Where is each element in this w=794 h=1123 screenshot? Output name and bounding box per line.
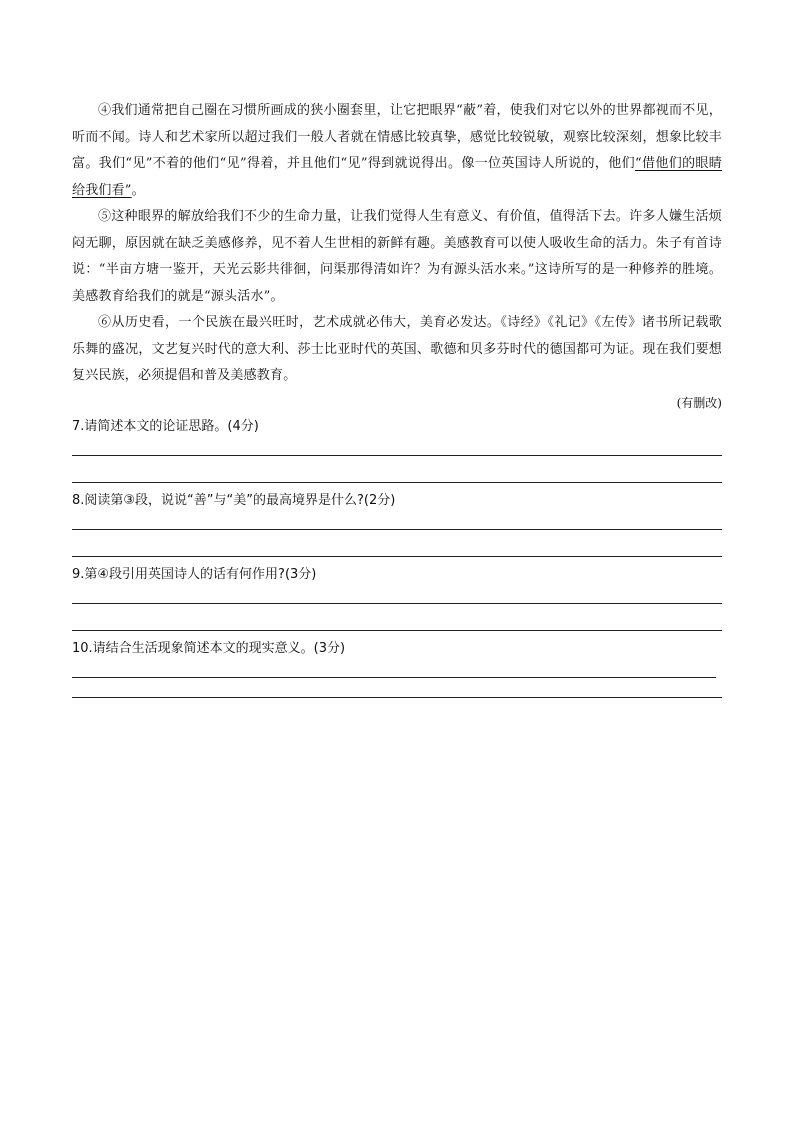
question-9-label: 9.第④段引用英国诗人的话有何作用?(3分) — [72, 566, 317, 582]
answer-line[interactable] — [72, 510, 722, 530]
answer-line[interactable] — [72, 678, 722, 698]
answer-line[interactable] — [72, 456, 722, 483]
paragraph-4-text: ④我们通常把自己圈在习惯所画成的狭小圈套里，让它把眼界“蔽”着，使我们对它以外的世界都视而不见，听而不闻。诗人和艺术家所以超过我们一般人者就在情感比较真挚，感觉比较锐敏，观察比较深刻，想象比较丰富。我们“见”不着的他们“见”得着，并且他们“见”得到就说得出。像一位英国诗人所说的，他们 — [72, 103, 722, 171]
question-7-label: 7.请简述本文的论证思路。(4分) — [72, 418, 259, 434]
source-note: (有删改) — [676, 395, 722, 410]
question-8 — [72, 492, 722, 557]
exam-page — [72, 98, 722, 698]
answer-line[interactable] — [72, 436, 722, 456]
paragraph-5: ⑤这种眼界的解放给我们不少的生命力量，让我们觉得人生有意义、有价值，值得活下去。许多人嫌生活烦闷无聊，原因就在缺乏美感修养，见不着人生世相的新鲜有趣。美感教育可以使人吸收生命的活力。朱子有首诗说：“半亩方塘一鉴开，天光云影共徘徊，问渠那得清如许？为有源头活水来。”这诗所写的是一种修养的胜境。美感教育给我们的就是“源头活水”。 — [72, 209, 722, 304]
paragraph-4 — [72, 98, 722, 204]
answer-line[interactable] — [72, 604, 722, 631]
question-7 — [72, 418, 722, 483]
paragraph-4-quote: “借他们的眼睛给我们看” — [72, 156, 722, 198]
answer-line[interactable] — [72, 584, 722, 604]
question-10-label: 10.请结合生活现象简述本文的现实意义。(3分) — [72, 640, 346, 656]
question-10 — [72, 640, 722, 698]
question-8-label: 8.阅读第③段，说说“善”与“美”的最高境界是什么?(2分) — [72, 492, 396, 508]
paragraph-4-end: 。 — [131, 182, 145, 198]
answer-line[interactable] — [72, 530, 722, 557]
answer-line[interactable] — [72, 658, 716, 678]
paragraph-6: ⑥从历史看，一个民族在最兴旺时，艺术成就必伟大，美育必发达。《诗经》《礼记》《左传》诸书所记载歌乐舞的盛况，文艺复兴时代的意大利、莎士比亚时代的英国、歌德和贝多芬时代的德国都可为证。现在我们要想复兴民族，必须提倡和普及美感教育。 — [72, 315, 722, 383]
question-9 — [72, 566, 722, 631]
